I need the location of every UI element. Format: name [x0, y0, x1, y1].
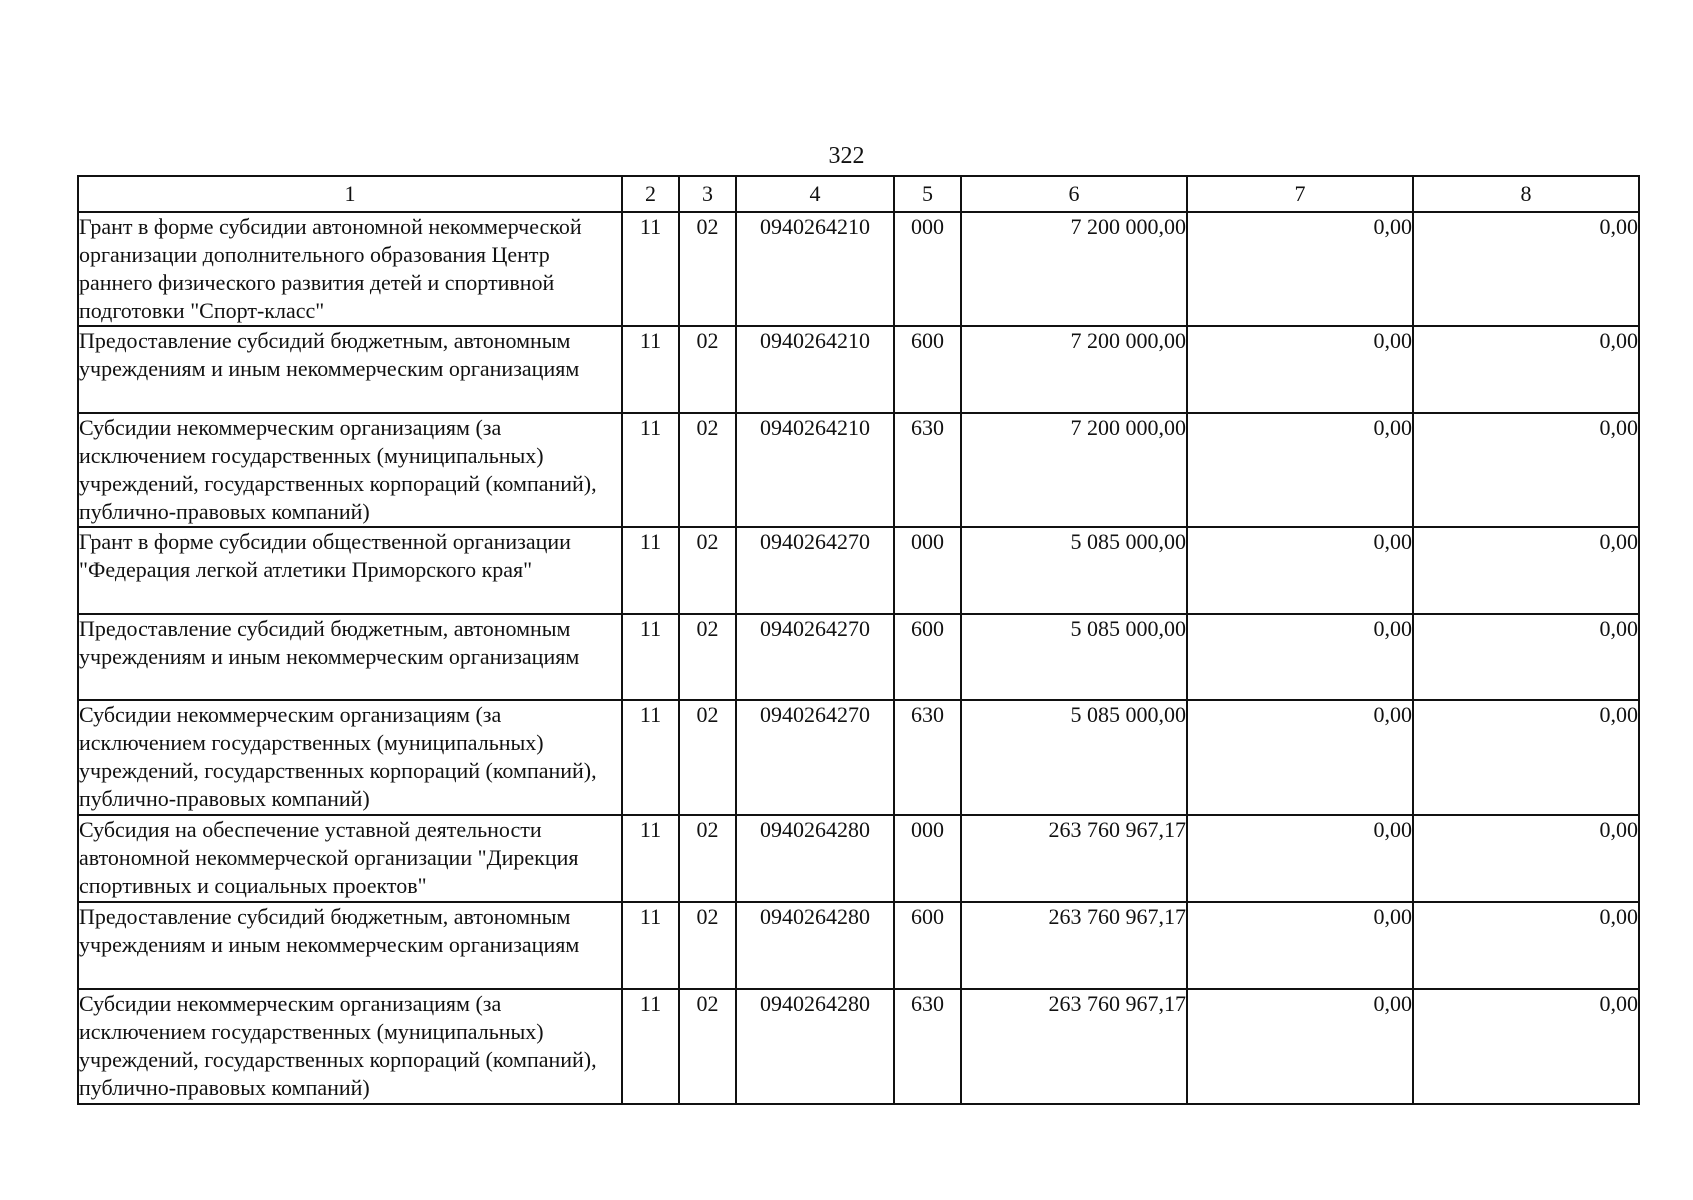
header-col-3: 3	[679, 176, 736, 212]
row-amount-6: 5 085 000,00	[961, 614, 1187, 700]
row-section: 11	[622, 902, 679, 989]
row-amount-8: 0,00	[1413, 700, 1639, 815]
row-target-code: 0940264280	[736, 815, 894, 902]
table-row	[78, 700, 1639, 815]
row-name: Субсидии некоммерческим организациям (за исключением государственных (муниципальных) учреждений, государственных корпораций (компаний), публично-правовых компаний)	[78, 989, 622, 1104]
row-subsection: 02	[679, 815, 736, 902]
row-amount-7: 0,00	[1187, 700, 1413, 815]
row-expense-type: 600	[894, 614, 961, 700]
row-amount-8: 0,00	[1413, 413, 1639, 527]
table-row	[78, 326, 1639, 413]
row-name: Субсидии некоммерческим организациям (за исключением государственных (муниципальных) учреждений, государственных корпораций (компаний), публично-правовых компаний)	[78, 700, 622, 815]
row-amount-6: 5 085 000,00	[961, 527, 1187, 614]
table-row	[78, 527, 1639, 614]
row-target-code: 0940264210	[736, 413, 894, 527]
row-amount-7: 0,00	[1187, 614, 1413, 700]
row-target-code: 0940264280	[736, 989, 894, 1104]
header-col-5: 5	[894, 176, 961, 212]
header-row	[78, 176, 1639, 212]
row-expense-type: 000	[894, 212, 961, 326]
row-expense-type: 630	[894, 413, 961, 527]
row-expense-type: 000	[894, 815, 961, 902]
table-row	[78, 815, 1639, 902]
row-amount-6: 263 760 967,17	[961, 989, 1187, 1104]
header-col-1: 1	[78, 176, 622, 212]
row-section: 11	[622, 614, 679, 700]
row-name: Субсидия на обеспечение уставной деятельности автономной некоммерческой организации "Дирекция спортивных и социальных проектов"	[78, 815, 622, 902]
header-col-7: 7	[1187, 176, 1413, 212]
row-amount-6: 5 085 000,00	[961, 700, 1187, 815]
row-subsection: 02	[679, 527, 736, 614]
row-amount-6: 263 760 967,17	[961, 902, 1187, 989]
row-subsection: 02	[679, 212, 736, 326]
row-amount-8: 0,00	[1413, 989, 1639, 1104]
row-subsection: 02	[679, 989, 736, 1104]
row-subsection: 02	[679, 700, 736, 815]
row-expense-type: 600	[894, 902, 961, 989]
table-row	[78, 413, 1639, 527]
row-name: Грант в форме субсидии автономной некоммерческой организации дополнительного образования Центр раннего физического развития детей и спортивной подготовки "Спорт-класс"	[78, 212, 622, 326]
table-row	[78, 614, 1639, 700]
row-amount-7: 0,00	[1187, 326, 1413, 413]
header-col-6: 6	[961, 176, 1187, 212]
table-row	[78, 989, 1639, 1104]
row-expense-type: 630	[894, 989, 961, 1104]
row-subsection: 02	[679, 326, 736, 413]
row-amount-7: 0,00	[1187, 989, 1413, 1104]
row-section: 11	[622, 326, 679, 413]
row-target-code: 0940264270	[736, 700, 894, 815]
row-section: 11	[622, 527, 679, 614]
row-amount-8: 0,00	[1413, 326, 1639, 413]
row-amount-7: 0,00	[1187, 212, 1413, 326]
header-col-4: 4	[736, 176, 894, 212]
row-amount-8: 0,00	[1413, 902, 1639, 989]
table-row	[78, 212, 1639, 326]
row-target-code: 0940264210	[736, 212, 894, 326]
header-col-2: 2	[622, 176, 679, 212]
row-subsection: 02	[679, 614, 736, 700]
row-amount-7: 0,00	[1187, 413, 1413, 527]
table-row	[78, 902, 1639, 989]
row-section: 11	[622, 212, 679, 326]
row-target-code: 0940264210	[736, 326, 894, 413]
row-expense-type: 630	[894, 700, 961, 815]
row-amount-8: 0,00	[1413, 527, 1639, 614]
budget-table	[77, 175, 1640, 1105]
row-subsection: 02	[679, 902, 736, 989]
row-name: Предоставление субсидий бюджетным, автономным учреждениям и иным некоммерческим организациям	[78, 902, 622, 989]
row-target-code: 0940264270	[736, 527, 894, 614]
row-amount-7: 0,00	[1187, 815, 1413, 902]
row-amount-7: 0,00	[1187, 902, 1413, 989]
row-amount-6: 7 200 000,00	[961, 326, 1187, 413]
row-section: 11	[622, 413, 679, 527]
row-name: Грант в форме субсидии общественной организации "Федерация легкой атлетики Приморского края"	[78, 527, 622, 614]
header-col-8: 8	[1413, 176, 1639, 212]
row-target-code: 0940264280	[736, 902, 894, 989]
row-subsection: 02	[679, 413, 736, 527]
row-expense-type: 600	[894, 326, 961, 413]
row-amount-6: 263 760 967,17	[961, 815, 1187, 902]
row-amount-8: 0,00	[1413, 212, 1639, 326]
row-amount-6: 7 200 000,00	[961, 212, 1187, 326]
row-amount-8: 0,00	[1413, 614, 1639, 700]
row-section: 11	[622, 989, 679, 1104]
row-name: Предоставление субсидий бюджетным, автономным учреждениям и иным некоммерческим организациям	[78, 614, 622, 700]
row-expense-type: 000	[894, 527, 961, 614]
row-section: 11	[622, 815, 679, 902]
row-amount-6: 7 200 000,00	[961, 413, 1187, 527]
row-name: Субсидии некоммерческим организациям (за исключением государственных (муниципальных) учреждений, государственных корпораций (компаний), публично-правовых компаний)	[78, 413, 622, 527]
page-number: 322	[828, 143, 865, 169]
row-name: Предоставление субсидий бюджетным, автономным учреждениям и иным некоммерческим организациям	[78, 326, 622, 413]
row-section: 11	[622, 700, 679, 815]
row-target-code: 0940264270	[736, 614, 894, 700]
row-amount-8: 0,00	[1413, 815, 1639, 902]
row-amount-7: 0,00	[1187, 527, 1413, 614]
